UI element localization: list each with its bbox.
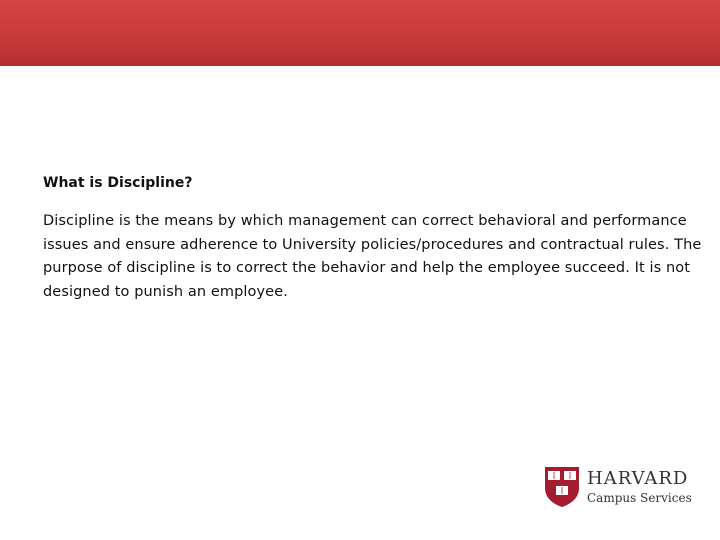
header-bar xyxy=(0,0,720,66)
logo-subtitle: Campus Services xyxy=(587,491,692,505)
harvard-shield-icon xyxy=(544,466,580,508)
content-section xyxy=(43,172,703,304)
section-body: Discipline is the means by which management can correct behavioral and performance issues and ensure adherence to University policies/procedures and contractual rules. The purpose of discipline is to correct the behavior and help the employee succeed. It is not designed to punish an employee. xyxy=(43,213,702,300)
section-heading: What is Discipline? xyxy=(43,175,193,191)
logo-title: HARVARD xyxy=(587,468,689,489)
harvard-logo xyxy=(544,466,694,510)
